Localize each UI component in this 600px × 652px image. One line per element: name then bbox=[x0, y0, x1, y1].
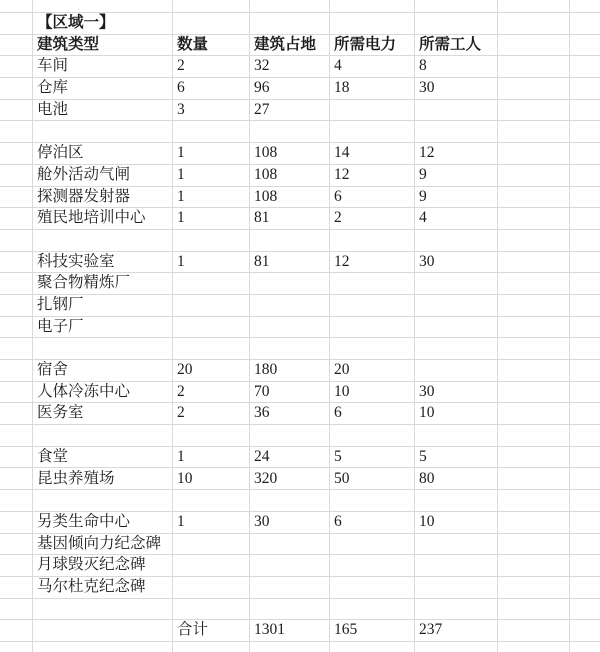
data-cell[interactable]: 27 bbox=[250, 100, 330, 122]
data-cell[interactable]: 人体冷冻中心 bbox=[33, 382, 173, 404]
data-cell[interactable]: 108 bbox=[250, 165, 330, 187]
total-cell[interactable]: 165 bbox=[330, 620, 415, 642]
cell[interactable] bbox=[570, 534, 600, 556]
cell[interactable] bbox=[498, 208, 570, 230]
cell[interactable] bbox=[498, 360, 570, 382]
cell[interactable] bbox=[0, 143, 33, 165]
cell[interactable] bbox=[498, 187, 570, 209]
cell[interactable] bbox=[570, 121, 600, 143]
cell[interactable] bbox=[570, 100, 600, 122]
data-cell[interactable]: 殖民地培训中心 bbox=[33, 208, 173, 230]
cell[interactable] bbox=[173, 599, 250, 621]
cell[interactable] bbox=[330, 425, 415, 447]
data-cell[interactable]: 6 bbox=[330, 187, 415, 209]
cell[interactable] bbox=[415, 425, 498, 447]
cell[interactable] bbox=[173, 317, 250, 339]
cell[interactable] bbox=[33, 599, 173, 621]
cell[interactable] bbox=[0, 512, 33, 534]
cell[interactable] bbox=[570, 642, 600, 652]
cell[interactable] bbox=[570, 403, 600, 425]
data-cell[interactable]: 50 bbox=[330, 468, 415, 490]
cell[interactable] bbox=[0, 0, 33, 13]
cell[interactable] bbox=[0, 35, 33, 57]
cell[interactable] bbox=[173, 230, 250, 252]
cell[interactable] bbox=[498, 252, 570, 274]
cell[interactable] bbox=[0, 447, 33, 469]
cell[interactable] bbox=[33, 642, 173, 652]
data-cell[interactable]: 1 bbox=[173, 208, 250, 230]
cell[interactable] bbox=[498, 230, 570, 252]
data-cell[interactable]: 1 bbox=[173, 143, 250, 165]
data-cell[interactable]: 2 bbox=[173, 403, 250, 425]
cell[interactable] bbox=[173, 577, 250, 599]
cell[interactable] bbox=[173, 490, 250, 512]
data-cell[interactable]: 20 bbox=[173, 360, 250, 382]
data-cell[interactable]: 10 bbox=[415, 403, 498, 425]
data-cell[interactable]: 30 bbox=[415, 252, 498, 274]
data-cell[interactable]: 12 bbox=[330, 252, 415, 274]
cell[interactable] bbox=[173, 425, 250, 447]
cell[interactable] bbox=[570, 490, 600, 512]
cell[interactable] bbox=[498, 555, 570, 577]
cell[interactable] bbox=[0, 165, 33, 187]
column-header[interactable]: 所需电力 bbox=[330, 35, 415, 57]
cell[interactable] bbox=[33, 230, 173, 252]
data-cell[interactable]: 2 bbox=[173, 382, 250, 404]
cell[interactable] bbox=[330, 534, 415, 556]
cell[interactable] bbox=[33, 338, 173, 360]
cell[interactable] bbox=[0, 230, 33, 252]
data-cell[interactable]: 停泊区 bbox=[33, 143, 173, 165]
data-cell[interactable]: 科技实验室 bbox=[33, 252, 173, 274]
cell[interactable] bbox=[415, 490, 498, 512]
data-cell[interactable]: 聚合物精炼厂 bbox=[33, 273, 173, 295]
cell[interactable] bbox=[0, 100, 33, 122]
cell[interactable] bbox=[250, 599, 330, 621]
data-cell[interactable]: 1 bbox=[173, 447, 250, 469]
data-cell[interactable]: 6 bbox=[330, 512, 415, 534]
cell[interactable] bbox=[498, 0, 570, 13]
cell[interactable] bbox=[0, 425, 33, 447]
data-cell[interactable]: 3 bbox=[173, 100, 250, 122]
cell[interactable] bbox=[0, 121, 33, 143]
cell[interactable] bbox=[498, 577, 570, 599]
data-cell[interactable]: 180 bbox=[250, 360, 330, 382]
cell[interactable] bbox=[173, 13, 250, 35]
cell[interactable] bbox=[498, 295, 570, 317]
cell[interactable] bbox=[570, 599, 600, 621]
cell[interactable] bbox=[33, 425, 173, 447]
cell[interactable] bbox=[173, 534, 250, 556]
cell[interactable] bbox=[0, 403, 33, 425]
total-cell[interactable]: 1301 bbox=[250, 620, 330, 642]
sheet-title[interactable]: 【区域一】 bbox=[33, 13, 173, 35]
cell[interactable] bbox=[250, 121, 330, 143]
cell[interactable] bbox=[330, 338, 415, 360]
column-header[interactable]: 建筑类型 bbox=[33, 35, 173, 57]
data-cell[interactable]: 9 bbox=[415, 187, 498, 209]
data-cell[interactable]: 昆虫养殖场 bbox=[33, 468, 173, 490]
data-cell[interactable]: 36 bbox=[250, 403, 330, 425]
total-cell[interactable]: 合计 bbox=[173, 620, 250, 642]
cell[interactable] bbox=[33, 620, 173, 642]
data-cell[interactable]: 30 bbox=[415, 382, 498, 404]
cell[interactable] bbox=[250, 490, 330, 512]
data-cell[interactable]: 4 bbox=[330, 56, 415, 78]
cell[interactable] bbox=[0, 382, 33, 404]
cell[interactable] bbox=[0, 13, 33, 35]
cell[interactable] bbox=[0, 317, 33, 339]
cell[interactable] bbox=[330, 0, 415, 13]
cell[interactable] bbox=[33, 0, 173, 13]
cell[interactable] bbox=[498, 273, 570, 295]
cell[interactable] bbox=[498, 599, 570, 621]
cell[interactable] bbox=[498, 56, 570, 78]
cell[interactable] bbox=[0, 577, 33, 599]
cell[interactable] bbox=[570, 468, 600, 490]
cell[interactable] bbox=[570, 273, 600, 295]
data-cell[interactable]: 18 bbox=[330, 78, 415, 100]
cell[interactable] bbox=[415, 577, 498, 599]
cell[interactable] bbox=[0, 468, 33, 490]
cell[interactable] bbox=[330, 273, 415, 295]
data-cell[interactable]: 10 bbox=[415, 512, 498, 534]
cell[interactable] bbox=[498, 13, 570, 35]
data-cell[interactable]: 12 bbox=[330, 165, 415, 187]
cell[interactable] bbox=[250, 317, 330, 339]
cell[interactable] bbox=[498, 338, 570, 360]
cell[interactable] bbox=[498, 143, 570, 165]
cell[interactable] bbox=[250, 577, 330, 599]
cell[interactable] bbox=[250, 230, 330, 252]
data-cell[interactable]: 30 bbox=[250, 512, 330, 534]
cell[interactable] bbox=[570, 165, 600, 187]
cell[interactable] bbox=[330, 121, 415, 143]
cell[interactable] bbox=[33, 490, 173, 512]
cell[interactable] bbox=[330, 490, 415, 512]
cell[interactable] bbox=[498, 317, 570, 339]
cell[interactable] bbox=[0, 78, 33, 100]
cell[interactable] bbox=[415, 100, 498, 122]
cell[interactable] bbox=[570, 577, 600, 599]
data-cell[interactable]: 320 bbox=[250, 468, 330, 490]
cell[interactable] bbox=[498, 425, 570, 447]
cell[interactable] bbox=[0, 555, 33, 577]
data-cell[interactable]: 月球毁灭纪念碑 bbox=[33, 555, 173, 577]
data-cell[interactable]: 1 bbox=[173, 252, 250, 274]
cell[interactable] bbox=[570, 56, 600, 78]
data-cell[interactable]: 20 bbox=[330, 360, 415, 382]
cell[interactable] bbox=[0, 490, 33, 512]
cell[interactable] bbox=[330, 100, 415, 122]
cell[interactable] bbox=[498, 534, 570, 556]
cell[interactable] bbox=[415, 534, 498, 556]
cell[interactable] bbox=[415, 599, 498, 621]
cell[interactable] bbox=[570, 447, 600, 469]
cell[interactable] bbox=[415, 121, 498, 143]
data-cell[interactable]: 10 bbox=[173, 468, 250, 490]
column-header[interactable]: 所需工人 bbox=[415, 35, 498, 57]
cell[interactable] bbox=[498, 468, 570, 490]
cell[interactable] bbox=[250, 555, 330, 577]
cell[interactable] bbox=[250, 425, 330, 447]
data-cell[interactable]: 108 bbox=[250, 187, 330, 209]
data-cell[interactable]: 70 bbox=[250, 382, 330, 404]
data-cell[interactable]: 4 bbox=[415, 208, 498, 230]
cell[interactable] bbox=[250, 295, 330, 317]
cell[interactable] bbox=[250, 273, 330, 295]
cell[interactable] bbox=[415, 317, 498, 339]
cell[interactable] bbox=[0, 338, 33, 360]
cell[interactable] bbox=[570, 360, 600, 382]
cell[interactable] bbox=[173, 273, 250, 295]
data-cell[interactable]: 电子厂 bbox=[33, 317, 173, 339]
cell[interactable] bbox=[415, 295, 498, 317]
cell[interactable] bbox=[330, 577, 415, 599]
cell[interactable] bbox=[570, 0, 600, 13]
cell[interactable] bbox=[415, 230, 498, 252]
cell[interactable] bbox=[415, 642, 498, 652]
cell[interactable] bbox=[415, 0, 498, 13]
data-cell[interactable]: 仓库 bbox=[33, 78, 173, 100]
total-cell[interactable]: 237 bbox=[415, 620, 498, 642]
data-cell[interactable]: 探测器发射器 bbox=[33, 187, 173, 209]
cell[interactable] bbox=[570, 187, 600, 209]
data-cell[interactable]: 81 bbox=[250, 252, 330, 274]
cell[interactable] bbox=[330, 555, 415, 577]
cell[interactable] bbox=[0, 642, 33, 652]
cell[interactable] bbox=[498, 382, 570, 404]
cell[interactable] bbox=[0, 187, 33, 209]
cell[interactable] bbox=[0, 360, 33, 382]
cell[interactable] bbox=[498, 403, 570, 425]
cell[interactable] bbox=[570, 620, 600, 642]
cell[interactable] bbox=[0, 273, 33, 295]
data-cell[interactable]: 宿舍 bbox=[33, 360, 173, 382]
data-cell[interactable]: 舱外活动气闸 bbox=[33, 165, 173, 187]
cell[interactable] bbox=[570, 252, 600, 274]
data-cell[interactable]: 8 bbox=[415, 56, 498, 78]
cell[interactable] bbox=[570, 230, 600, 252]
cell[interactable] bbox=[498, 78, 570, 100]
cell[interactable] bbox=[570, 382, 600, 404]
data-cell[interactable]: 车间 bbox=[33, 56, 173, 78]
cell[interactable] bbox=[498, 512, 570, 534]
cell[interactable] bbox=[173, 295, 250, 317]
data-cell[interactable]: 9 bbox=[415, 165, 498, 187]
cell[interactable] bbox=[250, 338, 330, 360]
data-cell[interactable]: 96 bbox=[250, 78, 330, 100]
data-cell[interactable]: 32 bbox=[250, 56, 330, 78]
data-cell[interactable]: 医务室 bbox=[33, 403, 173, 425]
cell[interactable] bbox=[250, 534, 330, 556]
data-cell[interactable]: 1 bbox=[173, 165, 250, 187]
cell[interactable] bbox=[415, 555, 498, 577]
cell[interactable] bbox=[0, 599, 33, 621]
cell[interactable] bbox=[415, 13, 498, 35]
cell[interactable] bbox=[173, 555, 250, 577]
cell[interactable] bbox=[330, 642, 415, 652]
data-cell[interactable]: 2 bbox=[173, 56, 250, 78]
cell[interactable] bbox=[570, 78, 600, 100]
data-cell[interactable]: 12 bbox=[415, 143, 498, 165]
cell[interactable] bbox=[498, 121, 570, 143]
cell[interactable] bbox=[33, 121, 173, 143]
cell[interactable] bbox=[570, 425, 600, 447]
cell[interactable] bbox=[570, 35, 600, 57]
data-cell[interactable]: 108 bbox=[250, 143, 330, 165]
cell[interactable] bbox=[498, 100, 570, 122]
cell[interactable] bbox=[250, 642, 330, 652]
cell[interactable] bbox=[498, 165, 570, 187]
data-cell[interactable]: 基因倾向力纪念碑 bbox=[33, 534, 173, 556]
data-cell[interactable]: 81 bbox=[250, 208, 330, 230]
data-cell[interactable]: 1 bbox=[173, 512, 250, 534]
cell[interactable] bbox=[330, 230, 415, 252]
data-cell[interactable]: 6 bbox=[173, 78, 250, 100]
cell[interactable] bbox=[330, 317, 415, 339]
data-cell[interactable]: 10 bbox=[330, 382, 415, 404]
cell[interactable] bbox=[570, 295, 600, 317]
cell[interactable] bbox=[330, 13, 415, 35]
cell[interactable] bbox=[570, 208, 600, 230]
cell[interactable] bbox=[330, 295, 415, 317]
cell[interactable] bbox=[570, 13, 600, 35]
cell[interactable] bbox=[570, 143, 600, 165]
cell[interactable] bbox=[173, 642, 250, 652]
data-cell[interactable]: 马尔杜克纪念碑 bbox=[33, 577, 173, 599]
cell[interactable] bbox=[0, 534, 33, 556]
cell[interactable] bbox=[415, 273, 498, 295]
cell[interactable] bbox=[570, 555, 600, 577]
cell[interactable] bbox=[498, 642, 570, 652]
data-cell[interactable]: 电池 bbox=[33, 100, 173, 122]
cell[interactable] bbox=[330, 599, 415, 621]
cell[interactable] bbox=[570, 317, 600, 339]
column-header[interactable]: 数量 bbox=[173, 35, 250, 57]
cell[interactable] bbox=[0, 56, 33, 78]
cell[interactable] bbox=[498, 620, 570, 642]
data-cell[interactable]: 24 bbox=[250, 447, 330, 469]
cell[interactable] bbox=[0, 295, 33, 317]
cell[interactable] bbox=[173, 338, 250, 360]
data-cell[interactable]: 食堂 bbox=[33, 447, 173, 469]
cell[interactable] bbox=[570, 512, 600, 534]
cell[interactable] bbox=[0, 208, 33, 230]
data-cell[interactable]: 5 bbox=[415, 447, 498, 469]
cell[interactable] bbox=[0, 252, 33, 274]
data-cell[interactable]: 80 bbox=[415, 468, 498, 490]
cell[interactable] bbox=[0, 620, 33, 642]
data-cell[interactable]: 5 bbox=[330, 447, 415, 469]
cell[interactable] bbox=[498, 35, 570, 57]
cell[interactable] bbox=[173, 121, 250, 143]
column-header[interactable]: 建筑占地 bbox=[250, 35, 330, 57]
data-cell[interactable]: 另类生命中心 bbox=[33, 512, 173, 534]
data-cell[interactable]: 2 bbox=[330, 208, 415, 230]
cell[interactable] bbox=[250, 13, 330, 35]
data-cell[interactable]: 14 bbox=[330, 143, 415, 165]
data-cell[interactable]: 1 bbox=[173, 187, 250, 209]
cell[interactable] bbox=[498, 490, 570, 512]
cell[interactable] bbox=[570, 338, 600, 360]
cell[interactable] bbox=[173, 0, 250, 13]
cell[interactable] bbox=[415, 338, 498, 360]
cell[interactable] bbox=[498, 447, 570, 469]
data-cell[interactable]: 30 bbox=[415, 78, 498, 100]
cell[interactable] bbox=[250, 0, 330, 13]
cell[interactable] bbox=[415, 360, 498, 382]
data-cell[interactable]: 扎钢厂 bbox=[33, 295, 173, 317]
data-cell[interactable]: 6 bbox=[330, 403, 415, 425]
